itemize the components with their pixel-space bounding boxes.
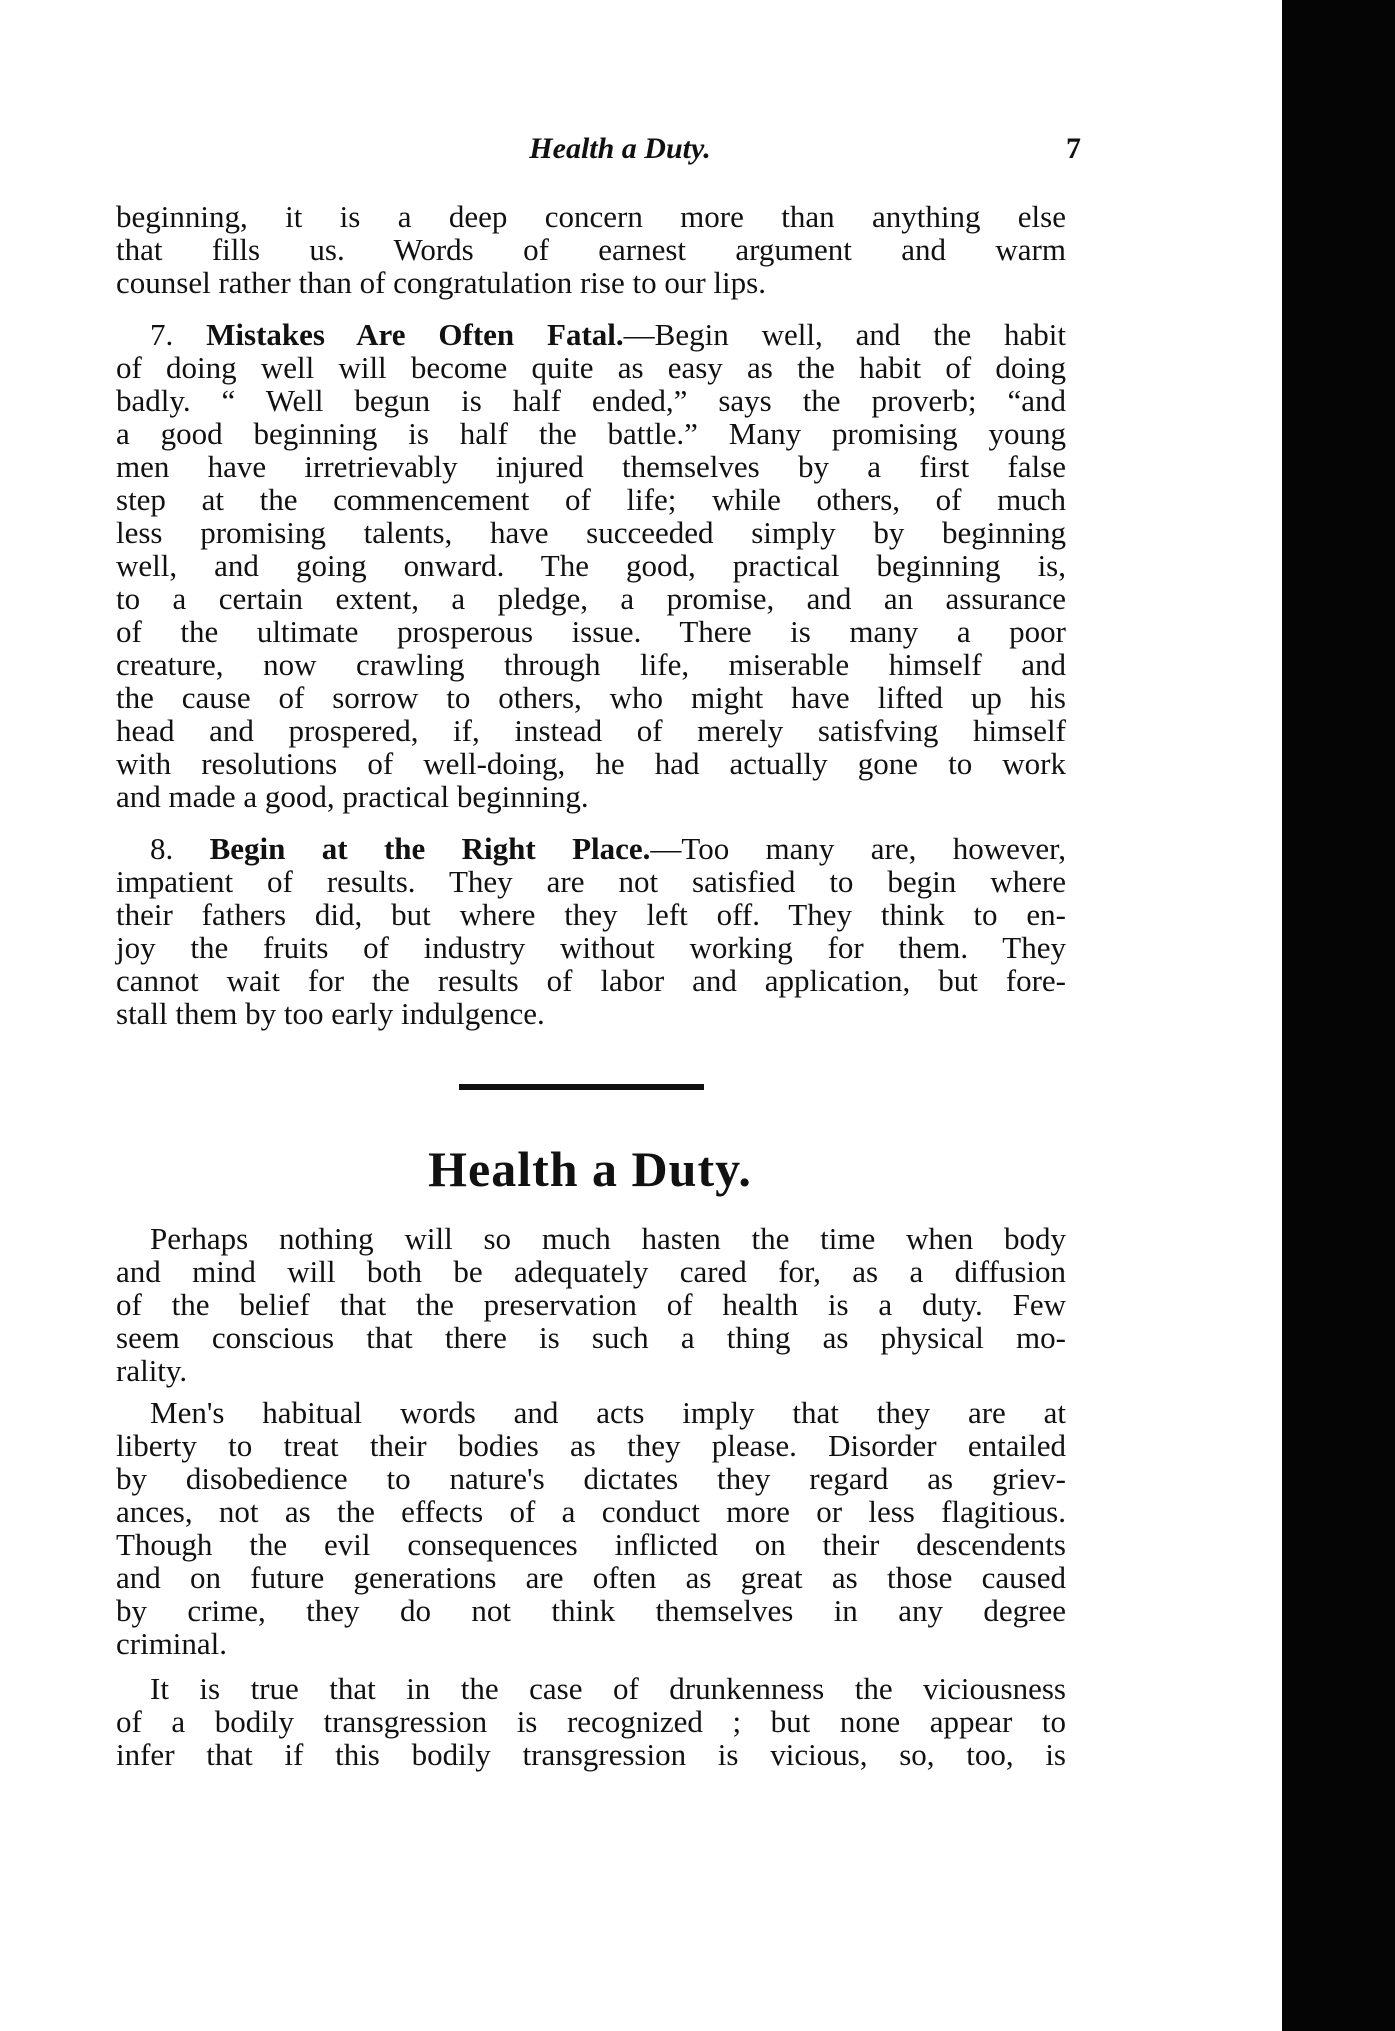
text-line: by disobedience to nature's dictates they regard as griev- (116, 1461, 1066, 1496)
page-number: 7 (1066, 132, 1081, 165)
text-line: that fills us. Words of earnest argument and warm (116, 232, 1066, 267)
text-line: rality. (116, 1353, 188, 1388)
text-line: their fathers did, but where they left off. They think to en- (116, 897, 1066, 932)
text-line: of doing well will become quite as easy as the habit of doing (116, 350, 1066, 385)
text-line: and made a good, practical beginning. (116, 779, 589, 814)
text-line: impatient of results. They are not satisfied to begin where (116, 864, 1066, 899)
text-line: to a certain extent, a pledge, a promise, and an assurance (116, 581, 1066, 616)
section-title: Begin at the Right Place. (209, 831, 651, 866)
text-line: a good beginning is half the battle.” Many promising young (116, 416, 1066, 451)
text-line: stall them by too early indulgence. (116, 996, 545, 1031)
text-line: of the ultimate prosperous issue. There is many a poor (116, 614, 1066, 649)
text-line: It is true that in the case of drunkenness the viciousness (150, 1671, 1066, 1706)
text-line: and on future generations are often as great as those caused (116, 1560, 1066, 1595)
text-line: head and prospered, if, instead of merely satisfving himself (116, 713, 1066, 748)
text-line: liberty to treat their bodies as they please. Disorder entailed (116, 1428, 1066, 1463)
section-7 (116, 318, 1066, 813)
text-line: creature, now crawling through life, miserable himself and (116, 647, 1066, 682)
text-line: with resolutions of well-doing, he had actually gone to work (116, 746, 1066, 781)
section-title: Mistakes Are Often Fatal. (206, 317, 624, 352)
text-line: beginning, it is a deep concern more than anything else (116, 199, 1066, 234)
paragraph (116, 1396, 1066, 1660)
text-line: less promising talents, have succeeded simply by beginning (116, 515, 1066, 550)
text-line: and mind will both be adequately cared for, as a diffusion (116, 1254, 1066, 1289)
running-title: Health a Duty. (529, 132, 711, 165)
text-line: badly. “ Well begun is half ended,” says the proverb; “and (116, 383, 1066, 418)
section-8-first-line (116, 832, 1066, 865)
paragraph (116, 1222, 1066, 1387)
paragraph-continued (116, 200, 1066, 299)
section-8 (116, 832, 1066, 1030)
text-run: —Too many are, however, (650, 831, 1066, 866)
text-line: men have irretrievably injured themselves by a first false (116, 449, 1066, 484)
section-7-first-line (116, 318, 1066, 351)
text-line: Perhaps nothing will so much hasten the time when body (150, 1221, 1066, 1256)
text-line: seem conscious that there is such a thing as physical mo- (116, 1320, 1066, 1355)
scan-page-edge (1282, 0, 1395, 2031)
text-run: —Begin well, and the habit (623, 317, 1066, 352)
paragraph (116, 1672, 1066, 1771)
text-line: well, and going onward. The good, practical beginning is, (116, 548, 1066, 583)
text-line: by crime, they do not think themselves in any degree (116, 1593, 1066, 1628)
text-line: joy the fruits of industry without working for them. They (116, 930, 1066, 965)
text-line: cannot wait for the results of labor and application, but fore- (116, 963, 1066, 998)
chapter-heading: Health a Duty. (428, 1141, 752, 1197)
text-line: of a bodily transgression is recognized ; but none appear to (116, 1704, 1066, 1739)
text-line: criminal. (116, 1626, 228, 1661)
section-number: 7. (150, 317, 174, 352)
text-line: counsel rather than of congratulation rise to our lips. (116, 265, 766, 300)
text-line: Men's habitual words and acts imply that they are at (150, 1395, 1066, 1430)
text-line: of the belief that the preservation of health is a duty. Few (116, 1287, 1066, 1322)
text-line: infer that if this bodily transgression is vicious, so, too, is (116, 1737, 1066, 1772)
text-line: Though the evil consequences inflicted on their descendents (116, 1527, 1066, 1562)
text-line: the cause of sorrow to others, who might have lifted up his (116, 680, 1066, 715)
section-number: 8. (150, 831, 174, 866)
section-divider (459, 1084, 704, 1090)
text-line: ances, not as the effects of a conduct more or less flagitious. (116, 1494, 1066, 1529)
text-line: step at the commencement of life; while others, of much (116, 482, 1066, 517)
